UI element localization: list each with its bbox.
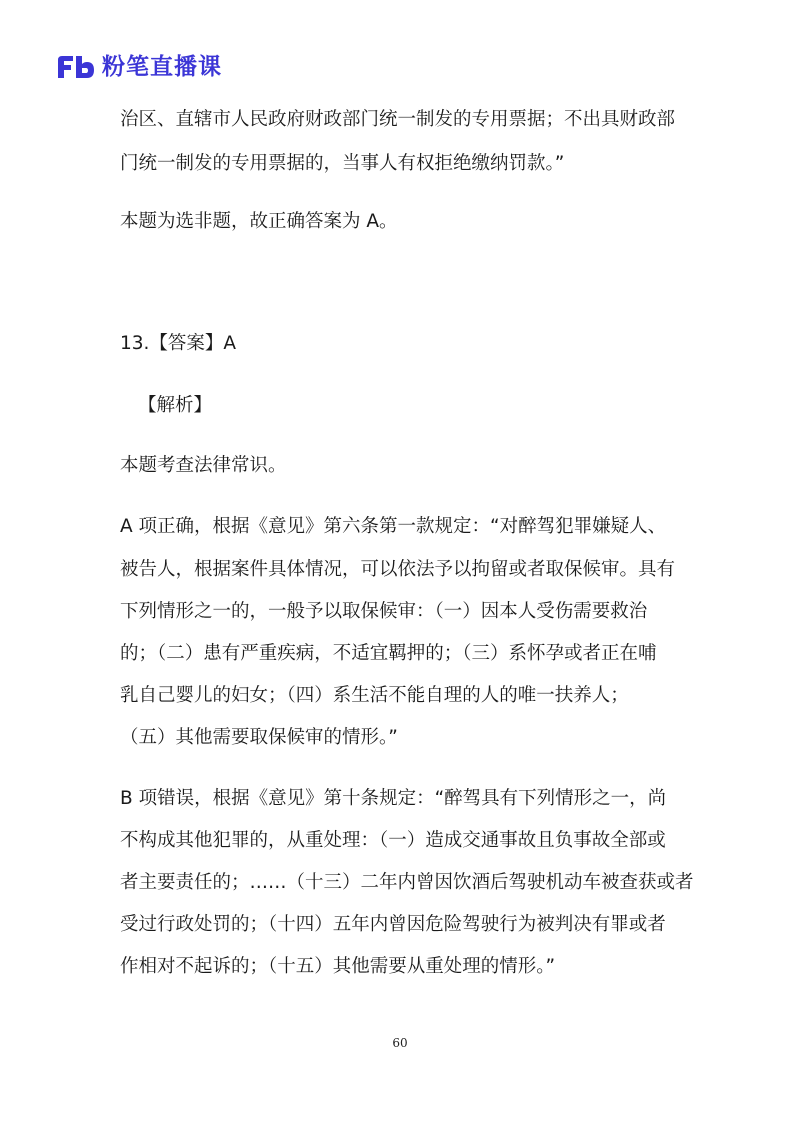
paragraph-line: 被告人，根据案件具体情况，可以依法予以拘留或者取保候审。具有 [120, 559, 676, 580]
paragraph-line: 门统一制发的专用票据的，当事人有权拒绝缴纳罚款。” [120, 153, 565, 174]
paragraph-line: 者主要责任的；……（十三）二年内曾因饮酒后驾驶机动车被查获或者 [120, 872, 694, 893]
answer-heading: 13.【答案】A [120, 333, 237, 354]
analysis-heading: 【解析】 [138, 395, 213, 416]
paragraph-line: 本题为选非题，故正确答案为 A。 [120, 211, 398, 232]
brand-name: 粉笔直播课 [102, 54, 222, 80]
topic-line: 本题考查法律常识。 [120, 455, 287, 476]
paragraph-line: B 项错误，根据《意见》第十条规定：“醉驾具有下列情形之一，尚 [120, 788, 667, 809]
paragraph-line: 的；（二）患有严重疾病，不适宜羁押的；（三）系怀孕或者正在哺 [120, 643, 657, 664]
paragraph-line: 不构成其他犯罪的，从重处理：（一）造成交通事故且负事故全部或 [120, 830, 666, 851]
paragraph-line: （五）其他需要取保候审的情形。” [120, 727, 398, 748]
fb-logo-icon [56, 54, 96, 80]
paragraph-line: 治区、直辖市人民政府财政部门统一制发的专用票据；不出具财政部 [120, 109, 676, 130]
paragraph-line: A 项正确，根据《意见》第六条第一款规定：“对醉驾犯罪嫌疑人、 [120, 516, 667, 537]
paragraph-line: 受过行政处罚的；（十四）五年内曾因危险驾驶行为被判决有罪或者 [120, 914, 666, 935]
paragraph-line: 作相对不起诉的；（十五）其他需要从重处理的情形。” [120, 956, 556, 977]
paragraph-line: 乳自己婴儿的妇女；（四）系生活不能自理的人的唯一扶养人； [120, 685, 629, 706]
header-logo [56, 52, 222, 82]
paragraph-line: 下列情形之一的，一般予以取保候审：（一）因本人受伤需要救治 [120, 601, 648, 622]
page-number: 60 [392, 1036, 408, 1050]
